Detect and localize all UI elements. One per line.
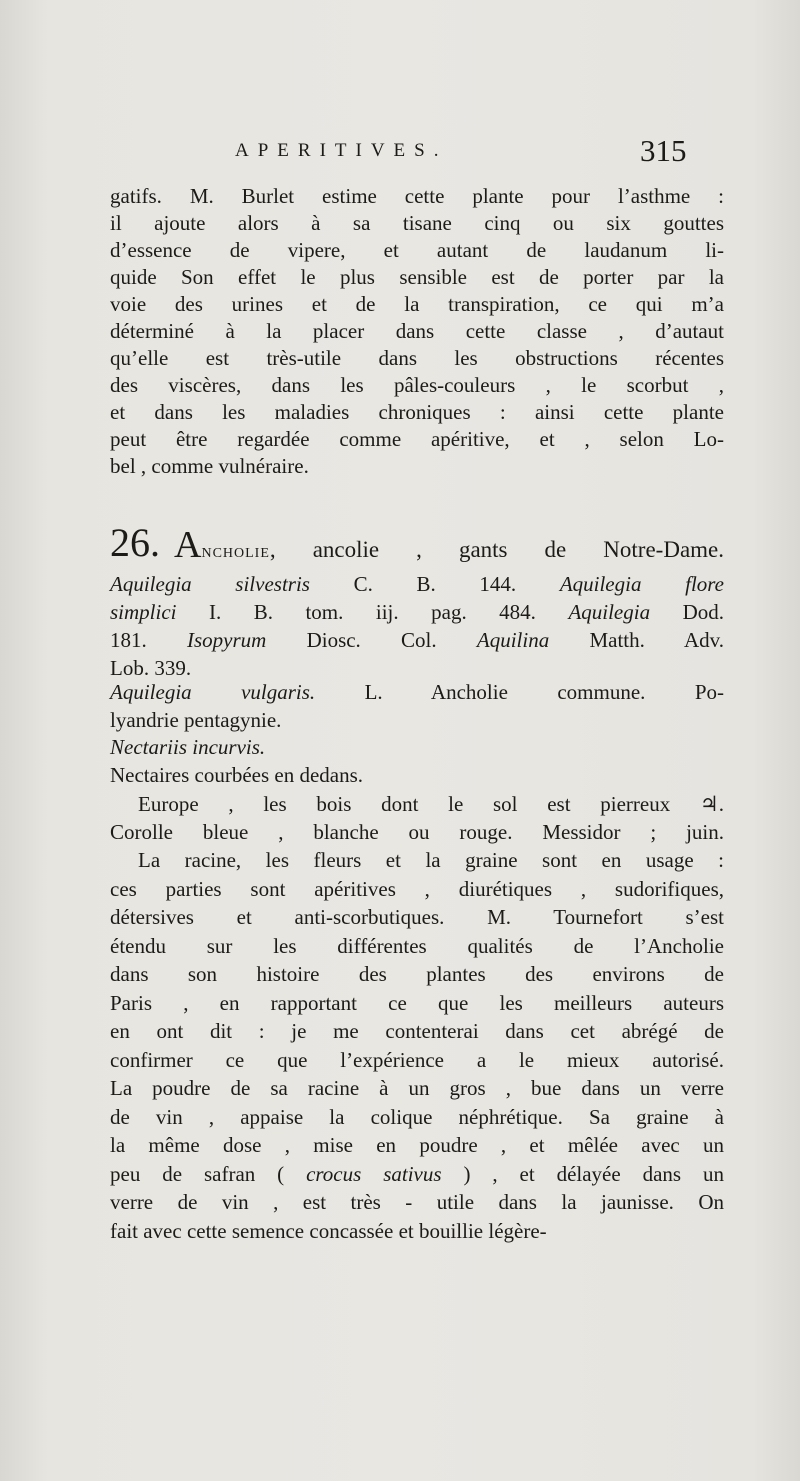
- text-segment: Diosc. Col.: [266, 628, 477, 652]
- running-title: APERITIVES.: [235, 140, 448, 161]
- text-line: [110, 875, 724, 904]
- text-line: voie des urines et de la transpiration, ce qui m’a: [110, 292, 724, 316]
- text-segment: I. B. tom. iij. pag. 484.: [176, 600, 569, 624]
- italic-segment: Aquilegia flore: [559, 572, 724, 596]
- latin-character-text: Nectariis incurvis.: [110, 735, 266, 759]
- headword-tail: , ancolie , gants de Notre-Dame.: [269, 537, 724, 562]
- italic-segment: crocus sativus: [306, 1161, 442, 1186]
- italic-segment: Aquilegia silvestris: [110, 572, 310, 596]
- habitat-line: Corolle bleue , blanche ou rouge. Messidor ; juin.: [110, 820, 724, 844]
- french-character: Nectaires courbées en dedans.: [110, 763, 364, 787]
- text-line: [110, 1046, 724, 1075]
- text-segment: ) , et délayée dans un: [441, 1161, 724, 1186]
- text-line: [110, 960, 724, 989]
- text-segment: Paris , en rapportant ce que les meilleurs auteurs: [110, 990, 724, 1015]
- text-line: [110, 678, 724, 706]
- text-segment: C. B. 144.: [309, 572, 560, 596]
- text-line: déterminé à la placer dans cette classe , d’autaut: [110, 319, 724, 343]
- text-line: [110, 846, 724, 875]
- text-segment: lyandrie pentagynie.: [110, 708, 282, 732]
- text-segment: étendu sur les différentes qualités de l’Ancholie: [110, 933, 724, 958]
- text-line: [110, 1217, 724, 1246]
- text-segment: fait avec cette semence concassée et bouillie légère-: [110, 1218, 547, 1243]
- headword-small-caps: NCHOLIE: [201, 546, 270, 561]
- text-segment: dans son histoire des plantes des environs de: [110, 962, 724, 986]
- page-number: 315: [640, 133, 687, 168]
- paragraph-1: [110, 183, 724, 480]
- text-segment: Lob. 339.: [110, 656, 192, 680]
- text-segment: Dod.: [650, 600, 724, 624]
- text-line: [110, 932, 724, 961]
- italic-segment: Aquilegia: [568, 600, 651, 624]
- text-segment: L. Ancholie commune. Po-: [315, 680, 724, 704]
- text-segment: détersives et anti-scorbutiques. M. Tournefort s’est: [110, 905, 724, 929]
- text-line: peut être regardée comme apéritive, et , selon Lo-: [110, 427, 724, 451]
- text-line: [110, 626, 724, 654]
- text-line: bel , comme vulnéraire.: [110, 454, 309, 478]
- text-line: [110, 706, 724, 734]
- linnaean-name-block: [110, 678, 724, 734]
- entry-headword-line: [174, 524, 724, 571]
- running-head: [0, 130, 800, 170]
- text-segment: La poudre de sa racine à un gros , bue dans un verre: [110, 1076, 724, 1100]
- text-segment: ces parties sont apéritives , diurétiques , sudorifiques,: [110, 876, 724, 901]
- italic-segment: Isopyrum: [187, 628, 267, 652]
- text-segment: Matth. Adv.: [549, 628, 724, 652]
- text-line: [110, 1160, 724, 1189]
- entry-number: 26.: [110, 520, 160, 565]
- text-line: qu’elle est très-utile dans les obstructions récentes: [110, 346, 724, 370]
- text-line: des viscères, dans les pâles-couleurs , le scorbut ,: [110, 373, 724, 397]
- latin-character: [110, 734, 724, 761]
- text-line: quide Son effet le plus sensible est de porter par la: [110, 265, 724, 289]
- text-segment: la même dose , mise en poudre , et mêlée avec un: [110, 1133, 724, 1157]
- text-segment: peu de safran (: [110, 1161, 307, 1186]
- text-line: [110, 598, 724, 626]
- text-line: [110, 1017, 724, 1046]
- synonyms-block: [110, 570, 724, 682]
- text-segment: en ont dit : je me contenterai dans cet abrégé de: [110, 1019, 724, 1043]
- text-segment: confirmer ce que l’expérience a le mieux autorisé.: [110, 1047, 724, 1072]
- usage-block: [110, 846, 724, 1245]
- text-line: gatifs. M. Burlet estime cette plante pour l’asthme :: [110, 184, 724, 208]
- habitat-line: Europe , les bois dont le sol est pierreux ♃.: [138, 792, 724, 816]
- text-line: et dans les maladies chroniques : ainsi cette plante: [110, 400, 724, 424]
- text-line: il ajoute alors à sa tisane cinq ou six gouttes: [110, 211, 724, 235]
- text-segment: de vin , appaise la colique néphrétique. Sa graine à: [110, 1104, 724, 1129]
- text-line: d’essence de vipere, et autant de laudanum li-: [110, 238, 724, 262]
- french-character-block: [110, 762, 724, 789]
- entry-heading: [110, 518, 724, 568]
- italic-segment: simplici: [110, 600, 177, 624]
- text-line: [110, 989, 724, 1018]
- text-segment: 181.: [110, 628, 187, 652]
- habitat-block: [110, 790, 724, 846]
- text-line: [110, 1074, 724, 1103]
- text-line: [110, 903, 724, 932]
- text-segment: verre de vin , est très - utile dans la jaunisse. On: [110, 1190, 724, 1214]
- text-line: [110, 1131, 724, 1160]
- headword-initial: A: [174, 524, 202, 566]
- text-line: [110, 570, 724, 598]
- text-line: [110, 1103, 724, 1132]
- italic-segment: Aquilegia vulgaris.: [110, 680, 316, 704]
- text-line: [110, 1188, 724, 1217]
- latin-character-block: [110, 734, 724, 761]
- italic-segment: Aquilina: [476, 628, 550, 652]
- text-segment: La racine, les fleurs et la graine sont en usage :: [138, 848, 724, 872]
